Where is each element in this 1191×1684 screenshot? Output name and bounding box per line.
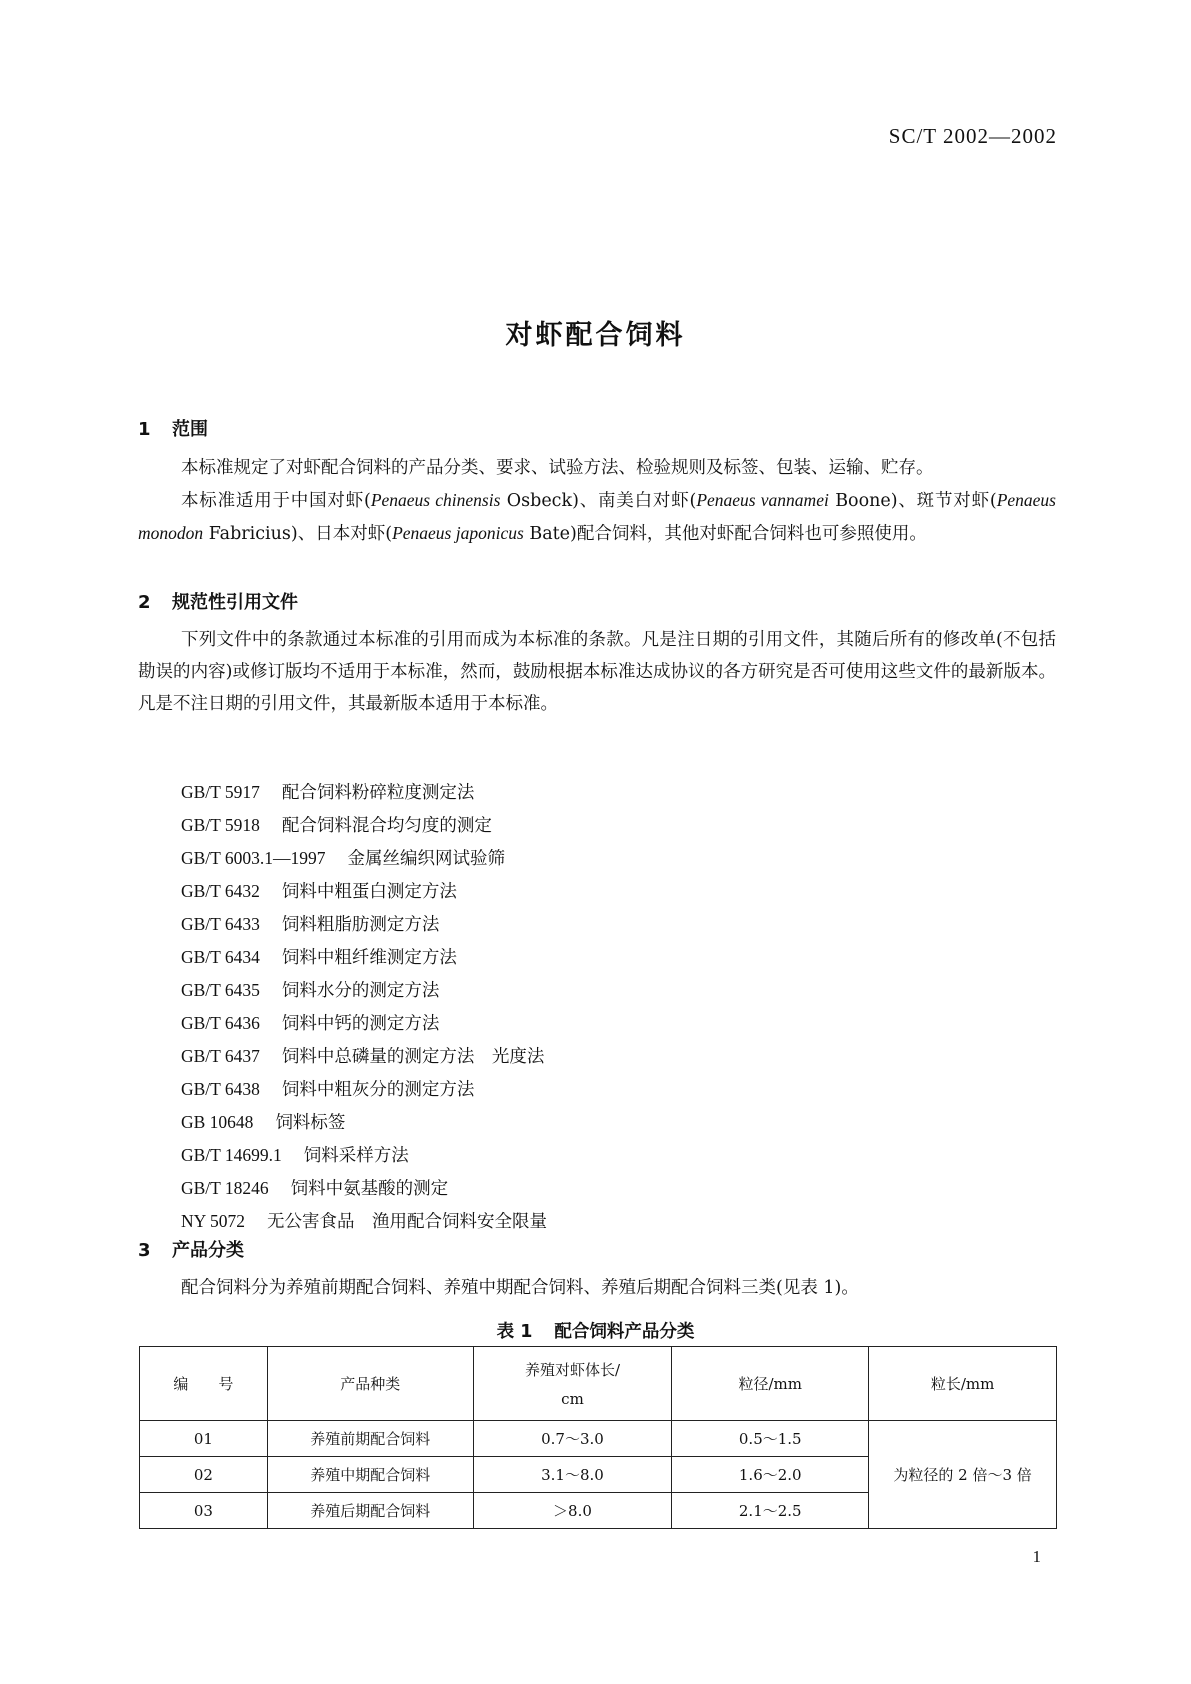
table-cell: 03 — [140, 1493, 268, 1529]
reference-item — [181, 1172, 547, 1205]
reference-item — [181, 875, 547, 908]
reference-list — [181, 776, 547, 1238]
table-number: 表 1 — [496, 1322, 533, 1342]
reference-code: GB/T 6432 — [181, 881, 260, 901]
species-name: Penaeus monodon — [138, 490, 1056, 543]
section-number: 1 — [138, 419, 151, 440]
table-cell: 养殖中期配合饲料 — [267, 1457, 473, 1493]
reference-item — [181, 776, 547, 809]
reference-title: 饲料中粗纤维测定方法 — [281, 948, 457, 968]
reference-item — [181, 809, 547, 842]
section-1-heading — [138, 415, 208, 441]
section-number: 2 — [138, 592, 151, 613]
reference-code: GB/T 6436 — [181, 1013, 260, 1033]
section-title: 规范性引用文件 — [172, 592, 298, 613]
reference-item — [181, 908, 547, 941]
reference-title: 饲料水分的测定方法 — [281, 981, 440, 1001]
standard-code: SC/T 2002—2002 — [888, 124, 1057, 148]
reference-item — [181, 1106, 547, 1139]
reference-title: 饲料中总磷量的测定方法 光度法 — [281, 1047, 545, 1067]
reference-title: 饲料粗脂肪测定方法 — [281, 915, 440, 935]
table-header-row — [140, 1347, 1057, 1421]
reference-title: 配合饲料混合均匀度的测定 — [281, 816, 492, 836]
header-cell: 产品种类 — [267, 1347, 473, 1421]
table-title: 配合饲料产品分类 — [554, 1322, 695, 1342]
reference-title: 饲料中粗灰分的测定方法 — [281, 1080, 475, 1100]
scope-paragraph-2: 本标准适用于中国对虾(Penaeus chinensis Osbeck)、南美白对虾(Penaeus vannamei Boone)、斑节对虾(Penaeus monodon Fabricius)、日本对虾(Penaeus japonicus Bate)配合饲料，其他对虾配合饲料也可参照使用。 — [138, 490, 1056, 544]
pellet-length-cell: 为粒径的 2 倍～3 倍 — [869, 1421, 1057, 1529]
table-cell: 02 — [140, 1457, 268, 1493]
reference-title: 金属丝编织网试验筛 — [347, 849, 506, 869]
section-title: 范围 — [172, 419, 208, 440]
scope-paragraph-1: 本标准规定了对虾配合饲料的产品分类、要求、试验方法、检验规则及标签、包装、运输、贮存。 — [181, 458, 934, 478]
table-caption — [0, 1318, 1191, 1343]
reference-item — [181, 941, 547, 974]
reference-item — [181, 1073, 547, 1106]
reference-title: 饲料中粗蛋白测定方法 — [281, 882, 457, 902]
reference-item — [181, 1007, 547, 1040]
table-cell: 0.7～3.0 — [473, 1421, 672, 1457]
page-number: 1 — [1032, 1547, 1041, 1566]
table-cell: 3.1～8.0 — [473, 1457, 672, 1493]
references-intro: 下列文件中的条款通过本标准的引用而成为本标准的条款。凡是注日期的引用文件，其随后所有的修改单(不包括勘误的内容)或修订版均不适用于本标准，然而，鼓励根据本标准达成协议的各方研究是否可使用这些文件的最新版本。凡是不注日期的引用文件，其最新版本适用于本标准。 — [138, 630, 1056, 714]
table-cell: 0.5～1.5 — [672, 1421, 869, 1457]
reference-item — [181, 1139, 547, 1172]
header-cell: 粒长/mm — [869, 1347, 1057, 1421]
header-cell: 粒径/mm — [672, 1347, 869, 1421]
species-name: Penaeus chinensis — [370, 490, 501, 510]
reference-code: GB/T 6434 — [181, 947, 260, 967]
section-number: 3 — [138, 1240, 151, 1261]
table-cell: 1.6～2.0 — [672, 1457, 869, 1493]
section-title: 产品分类 — [172, 1240, 244, 1261]
species-name: Penaeus vannamei — [696, 490, 829, 510]
table-cell: 01 — [140, 1421, 268, 1457]
header-cell — [473, 1347, 672, 1421]
reference-item — [181, 1040, 547, 1073]
reference-code: GB/T 6435 — [181, 980, 260, 1000]
species-name: Penaeus japonicus — [392, 523, 524, 543]
reference-title: 配合饲料粉碎粒度测定法 — [281, 783, 475, 803]
reference-title: 饲料标签 — [275, 1113, 346, 1133]
table-cell: 养殖后期配合饲料 — [267, 1493, 473, 1529]
document-title: 对虾配合饲料 — [505, 320, 686, 351]
reference-title: 无公害食品 渔用配合饲料安全限量 — [267, 1212, 548, 1232]
reference-code: NY 5072 — [181, 1211, 246, 1231]
product-classification-table — [139, 1346, 1057, 1529]
reference-code: GB/T 18246 — [181, 1178, 269, 1198]
classification-paragraph: 配合饲料分为养殖前期配合饲料、养殖中期配合饲料、养殖后期配合饲料三类(见表 1)。 — [181, 1278, 859, 1298]
reference-code: GB/T 6003.1—1997 — [181, 848, 326, 868]
header-cell: 编 号 — [140, 1347, 268, 1421]
header-line: cm — [561, 1390, 584, 1408]
reference-item — [181, 842, 547, 875]
section-2-heading — [138, 588, 298, 614]
table-cell: 养殖前期配合饲料 — [267, 1421, 473, 1457]
reference-code: GB/T 6433 — [181, 914, 260, 934]
table-row — [140, 1421, 1057, 1457]
reference-item — [181, 974, 547, 1007]
table-cell: 2.1～2.5 — [672, 1493, 869, 1529]
reference-code: GB/T 6437 — [181, 1046, 260, 1066]
reference-item — [181, 1205, 547, 1238]
reference-code: GB/T 5918 — [181, 815, 260, 835]
reference-title: 饲料中氨基酸的测定 — [290, 1179, 449, 1199]
reference-code: GB 10648 — [181, 1112, 254, 1132]
reference-code: GB/T 14699.1 — [181, 1145, 282, 1165]
section-3-heading — [138, 1236, 244, 1262]
header-line: 养殖对虾体长/ — [524, 1361, 621, 1379]
reference-code: GB/T 6438 — [181, 1079, 260, 1099]
table-cell: ＞8.0 — [473, 1493, 672, 1529]
reference-code: GB/T 5917 — [181, 782, 260, 802]
reference-title: 饲料中钙的测定方法 — [281, 1014, 440, 1034]
reference-title: 饲料采样方法 — [303, 1146, 409, 1166]
